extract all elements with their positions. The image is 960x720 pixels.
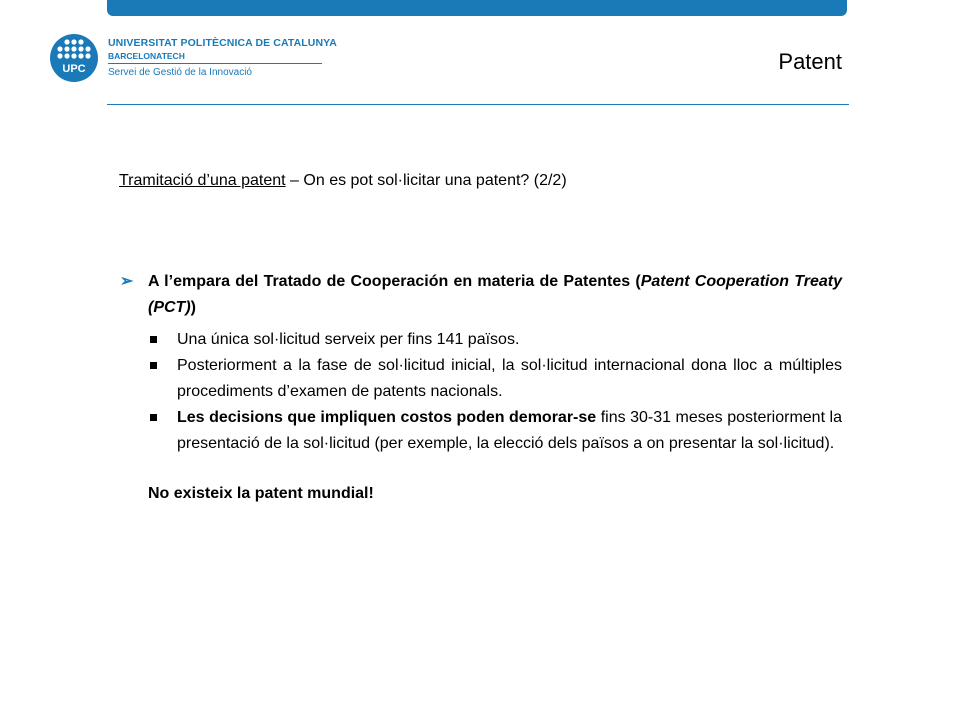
subtitle-underlined: Tramitació d’una patent: [119, 172, 286, 189]
top-accent-bar: [107, 0, 847, 16]
city-suffix: TECH: [161, 51, 185, 61]
main-point-text-c: ): [190, 299, 196, 316]
slide-title: Patent: [778, 49, 842, 74]
upc-logo-icon: [50, 34, 98, 82]
main-point-text-a: A l’empara del Tratado de Cooperación en materia de Patentes (: [148, 273, 641, 290]
square-bullet-icon: [150, 362, 157, 369]
square-bullet-icon: [150, 414, 157, 421]
logo-text: UPC: [62, 63, 86, 75]
sub-bullet-text: fins 30-31 meses posteriorment la presentació de la sol·licitud (per exemple, la elecció dels països a on presentar la sol·licitud).: [177, 409, 842, 452]
closing-statement: No existeix la patent mundial!: [148, 485, 374, 502]
arrow-bullet-icon: ➢: [120, 273, 134, 290]
sub-bullet-list: [120, 327, 842, 457]
sub-bullet-bold-text: Les decisions que impliquen costos poden demorar-se: [177, 409, 597, 426]
header-divider: [107, 104, 849, 105]
slide-subtitle: [119, 172, 567, 190]
sub-bullet: [120, 405, 842, 457]
main-point: [120, 269, 842, 321]
sub-bullet: [120, 327, 842, 353]
sub-bullet: [120, 353, 842, 405]
main-point-text-b: Patent Cooperation Treaty (PCT): [148, 273, 842, 316]
service-name: Servei de Gestió de la Innovació: [108, 67, 252, 78]
square-bullet-icon: [150, 336, 157, 343]
slide-content: [120, 269, 842, 507]
university-city: [108, 51, 185, 61]
sub-bullet-text: Una única sol·licitud serveix per fins 141 països.: [177, 331, 520, 348]
logo-divider: [108, 63, 322, 64]
subtitle-rest: – On es pot sol·licitar una patent? (2/2): [285, 172, 567, 189]
university-name: UNIVERSITAT POLITÈCNICA DE CATALUNYA: [108, 37, 337, 49]
sub-bullet-text: Posteriorment a la fase de sol·licitud inicial, la sol·licitud internacional dona lloc a múltiples procediments d’examen de patents nacionals.: [177, 357, 842, 400]
city-prefix: BARCELONA: [108, 51, 162, 61]
